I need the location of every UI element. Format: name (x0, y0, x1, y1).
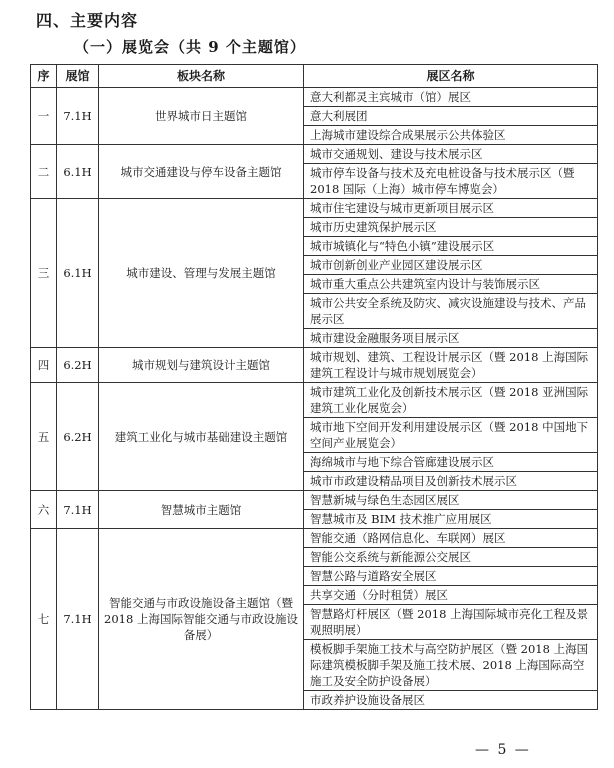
cell-seq: 五 (31, 383, 57, 491)
cell-hall: 7.1H (57, 491, 99, 529)
cell-area-name: 城市市政建设精品项目及创新技术展示区 (304, 472, 598, 491)
cell-area-name: 城市城镇化与“特色小镇”建设展示区 (304, 237, 598, 256)
table-header-row (31, 65, 598, 88)
cell-area-name: 智慧城市及 BIM 技术推广应用展区 (304, 510, 598, 529)
table-row (31, 491, 598, 510)
cell-seq: 二 (31, 145, 57, 199)
section-heading: 四、主要内容 (36, 11, 139, 30)
cell-area-name: 海绵城市与地下综合管廊建设展示区 (304, 453, 598, 472)
cell-section-name: 世界城市日主题馆 (99, 88, 304, 145)
cell-area-name: 城市公共安全系统及防灾、减灾设施建设与技术、产品展示区 (304, 294, 598, 329)
cell-area-name: 智慧公路与道路安全展区 (304, 567, 598, 586)
cell-seq: 三 (31, 199, 57, 348)
header-seq: 序 (31, 65, 57, 88)
cell-hall: 6.1H (57, 199, 99, 348)
cell-section-name: 建筑工业化与城市基础建设主题馆 (99, 383, 304, 491)
cell-area-name: 城市重大重点公共建筑室内设计与装饰展示区 (304, 275, 598, 294)
cell-hall: 6.2H (57, 348, 99, 383)
page-number: — 5 — (475, 742, 531, 758)
cell-area-name: 城市建筑工业化及创新技术展示区（暨 2018 亚洲国际建筑工业化展览会） (304, 383, 598, 418)
cell-area-name: 智慧新城与绿色生态园区展区 (304, 491, 598, 510)
cell-area-name: 智慧路灯杆展区（暨 2018 上海国际城市亮化工程及景观照明展） (304, 605, 598, 640)
exhibition-table (30, 64, 598, 710)
cell-area-name: 城市地下空间开发利用建设展示区（暨 2018 中国地下空间产业展览会） (304, 418, 598, 453)
header-hall: 展馆 (57, 65, 99, 88)
table-row (31, 383, 598, 418)
cell-area-name: 意大利都灵主宾城市（馆）展区 (304, 88, 598, 107)
cell-seq: 七 (31, 529, 57, 710)
cell-area-name: 城市停车设备与技术及充电桩设备与技术展示区（暨 2018 国际（上海）城市停车博览会） (304, 164, 598, 199)
cell-area-name: 城市交通规划、建设与技术展示区 (304, 145, 598, 164)
cell-hall: 7.1H (57, 88, 99, 145)
cell-section-name: 智能交通与市政设施设备主题馆（暨 2018 上海国际智能交通与市政设施设备展） (99, 529, 304, 710)
cell-area-name: 城市历史建筑保护展示区 (304, 218, 598, 237)
cell-seq: 四 (31, 348, 57, 383)
cell-area-name: 智能公交系统与新能源公交展区 (304, 548, 598, 567)
cell-hall: 6.2H (57, 383, 99, 491)
header-area: 展区名称 (304, 65, 598, 88)
cell-area-name: 共享交通（分时租赁）展区 (304, 586, 598, 605)
cell-area-name: 上海城市建设综合成果展示公共体验区 (304, 126, 598, 145)
cell-section-name: 智慧城市主题馆 (99, 491, 304, 529)
cell-area-name: 模板脚手架施工技术与高空防护展区（暨 2018 上海国际建筑模板脚手架及施工技术展、2018 上海国际高空施工及安全防护设备展） (304, 640, 598, 691)
cell-area-name: 城市规划、建筑、工程设计展示区（暨 2018 上海国际建筑工程设计与城市规划展览会） (304, 348, 598, 383)
cell-hall: 7.1H (57, 529, 99, 710)
cell-section-name: 城市规划与建筑设计主题馆 (99, 348, 304, 383)
cell-area-name: 城市创新创业产业园区建设展示区 (304, 256, 598, 275)
table-row (31, 88, 598, 107)
cell-area-name: 意大利展团 (304, 107, 598, 126)
cell-hall: 6.1H (57, 145, 99, 199)
header-section: 板块名称 (99, 65, 304, 88)
cell-seq: 一 (31, 88, 57, 145)
table-row (31, 145, 598, 164)
cell-area-name: 市政养护设施设备展区 (304, 691, 598, 710)
table-row (31, 199, 598, 218)
cell-area-name: 城市建设金融服务项目展示区 (304, 329, 598, 348)
subsection-heading: （一）展览会（共 9 个主题馆） (74, 38, 306, 56)
table-row (31, 529, 598, 548)
cell-section-name: 城市建设、管理与发展主题馆 (99, 199, 304, 348)
table-row (31, 348, 598, 383)
cell-seq: 六 (31, 491, 57, 529)
cell-area-name: 城市住宅建设与城市更新项目展示区 (304, 199, 598, 218)
cell-section-name: 城市交通建设与停车设备主题馆 (99, 145, 304, 199)
cell-area-name: 智能交通（路网信息化、车联网）展区 (304, 529, 598, 548)
